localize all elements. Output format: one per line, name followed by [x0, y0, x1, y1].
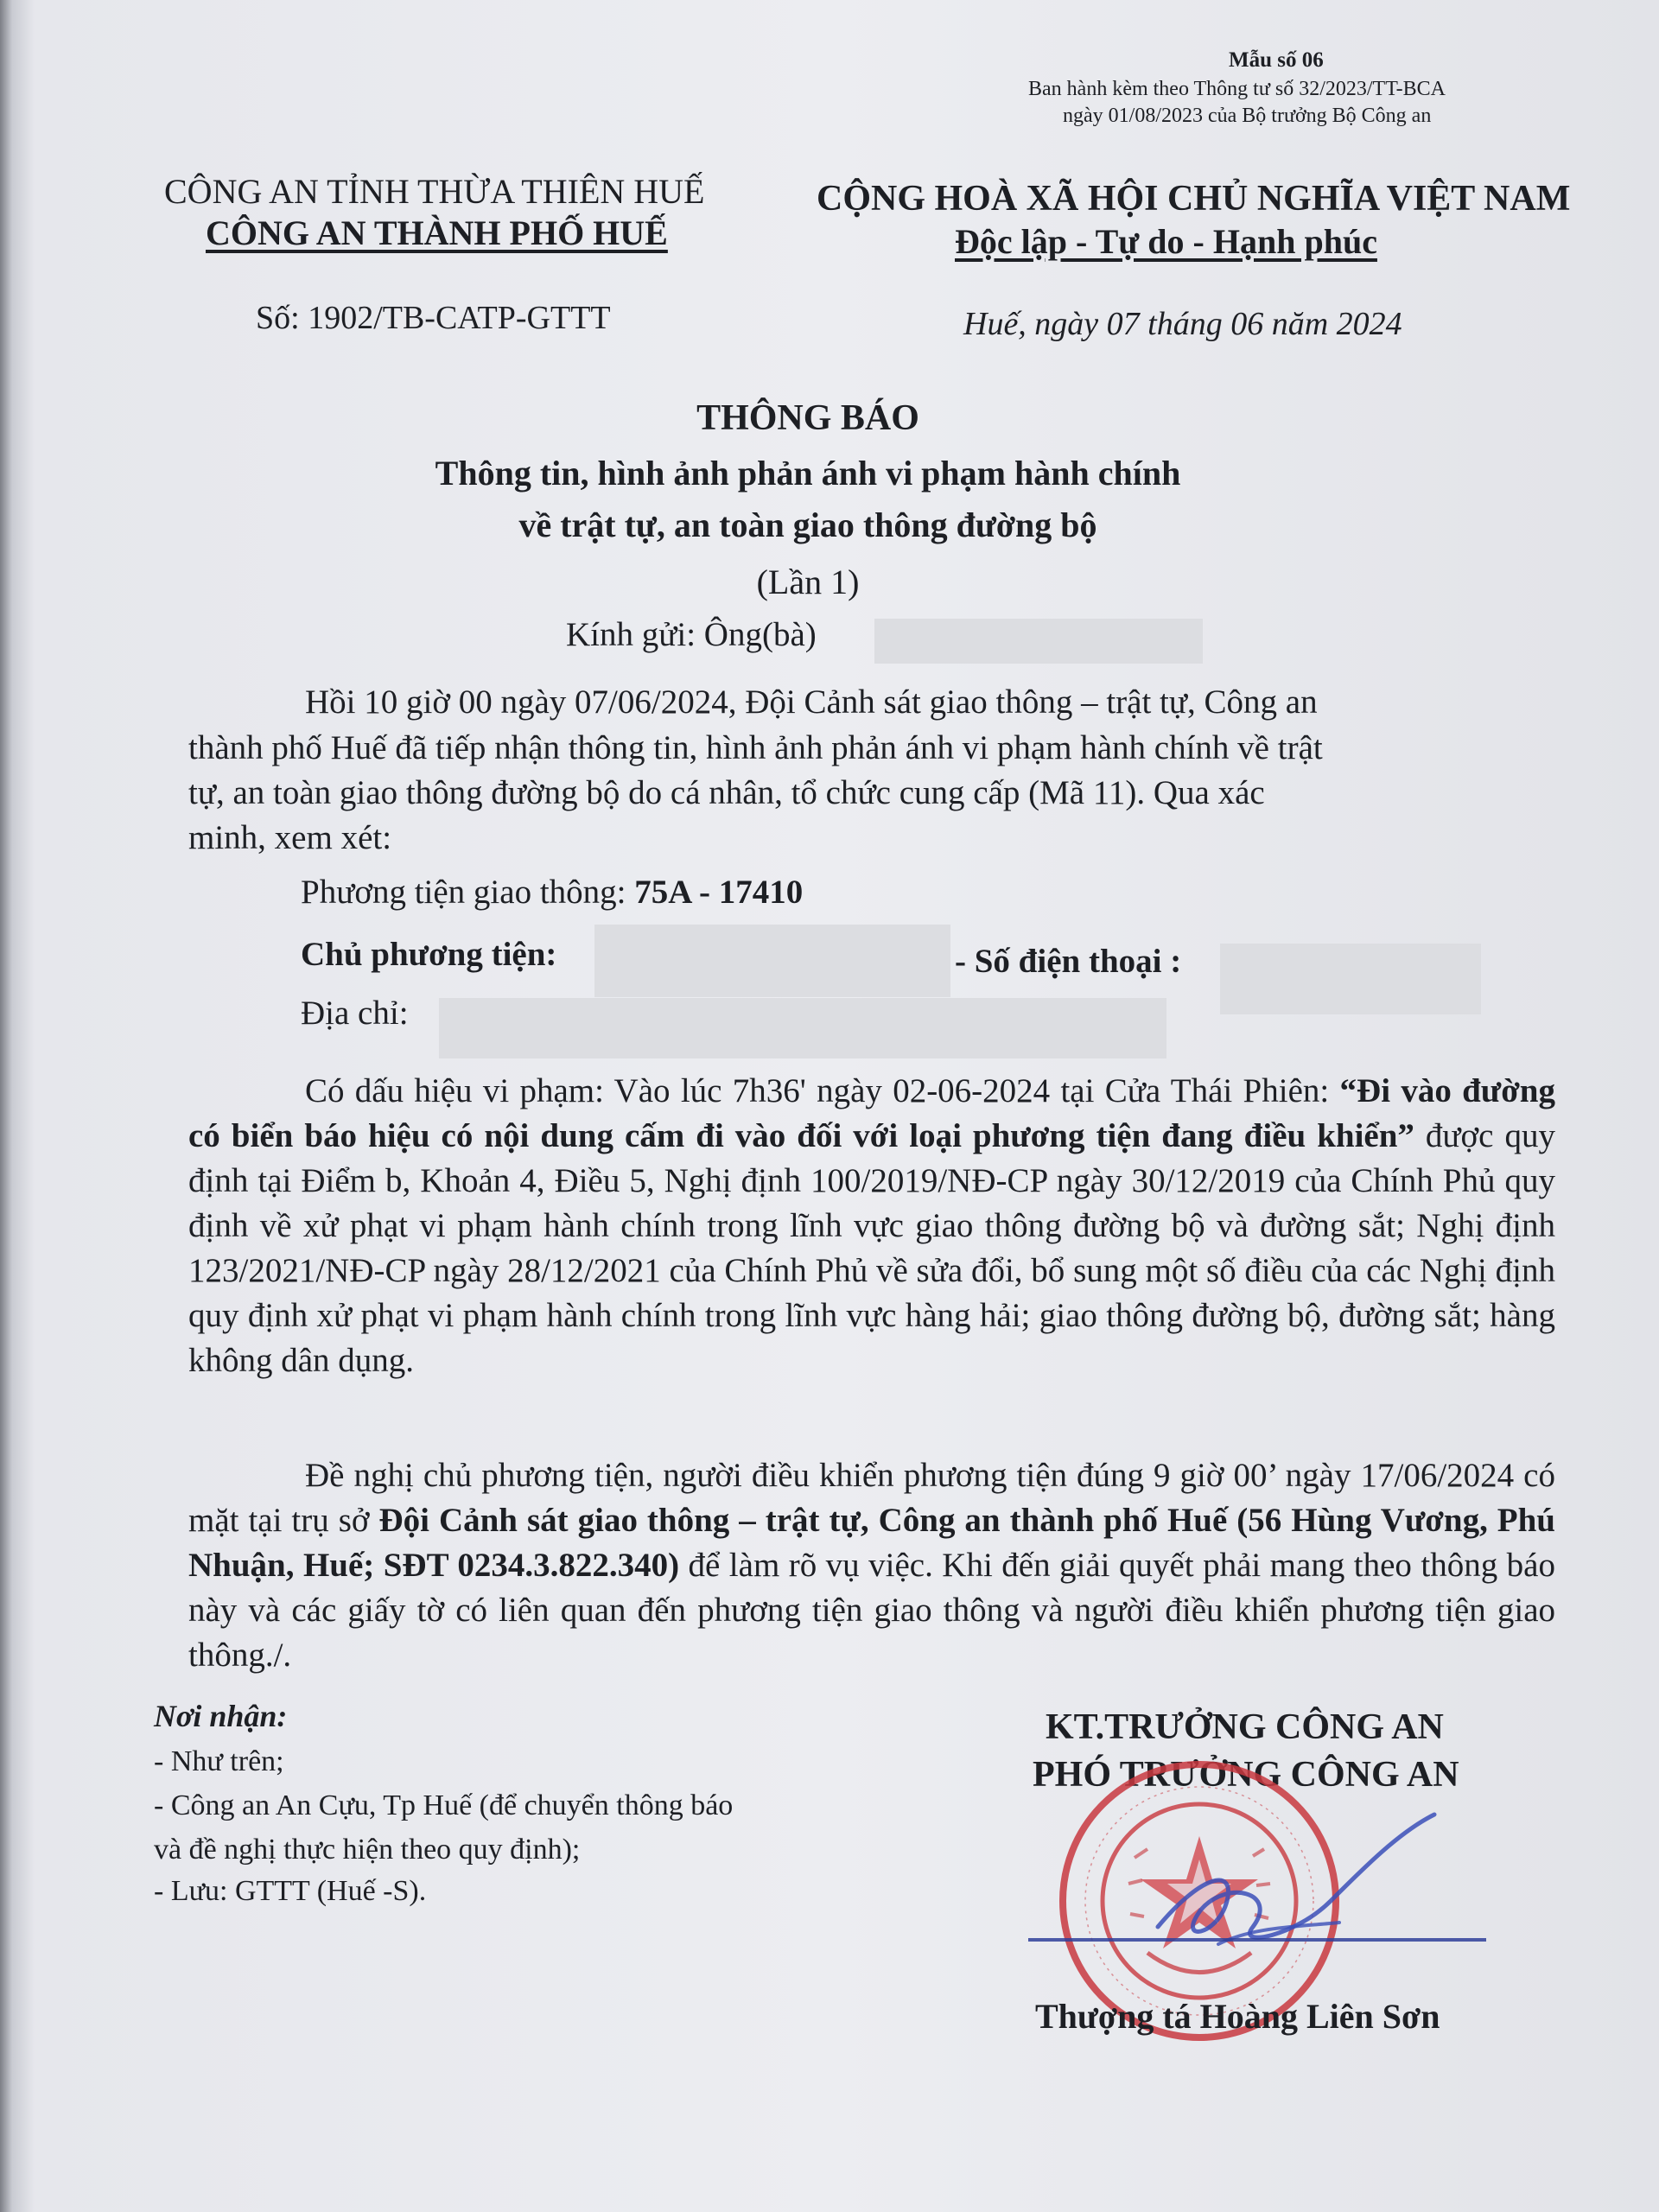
vehicle-row: [301, 873, 803, 912]
owner-label: Chủ phương tiện:: [301, 936, 557, 973]
sign-authority-line1: KT.TRƯỞNG CÔNG AN: [1046, 1707, 1444, 1747]
para1-line3: tự, an toàn giao thông đường bộ do cá nhân, tổ chức cung cấp (Mã 11). Qua xác: [188, 774, 1265, 811]
notice-count: (Lần 1): [756, 563, 860, 601]
violation-intro: Có dấu hiệu vi phạm: Vào lúc 7h36' ngày 02-06-2024 tại Cửa Thái Phiên:: [305, 1072, 1330, 1109]
redacted-name: [874, 619, 1203, 664]
recipients-heading: Nơi nhận:: [154, 1699, 288, 1733]
agency-name: CÔNG AN THÀNH PHỐ HUẾ: [206, 213, 668, 252]
handwritten-signature-icon: [1123, 1797, 1452, 2005]
violation-legal-basis: được quy định tại Điểm b, Khoản 4, Điều 5, Nghị định 100/2019/NĐ-CP ngày 30/12/2019 của Chính Phủ quy định về xử phạt vi phạm hành chính trong lĩnh vực giao thông đường bộ và đường sắt; Nghị định 123/2021/NĐ-CP ngày 28/12/2021 của Chính Phủ về sửa đổi, bổ sung một số điều của các Nghị định quy định xử phạt vi phạm hành chính trong lĩnh vực hàng hải; giao thông đường bộ, đường sắt; hàng không dân dụng.: [188, 1117, 1555, 1379]
violation-paragraph: [188, 1069, 1555, 1383]
nation-title: CỘNG HOÀ XÃ HỘI CHỦ NGHĨA VIỆT NAM: [817, 179, 1571, 219]
request-part1: Đề nghị chủ phương tiện, người điều khiển phương tiện đúng 9 giờ 00’ ngày 17/06/2024 có mặt tại trụ sở: [188, 1457, 1555, 1539]
phone-label: - Số điện thoại :: [955, 943, 1182, 980]
request-location: Đội Cảnh sát giao thông – trật tự, Công an thành phố Huế (56 Hùng Vương, Phú Nhuận, Huế; SĐT 0234.3.822.340): [188, 1502, 1555, 1584]
redacted-address: [439, 998, 1166, 1058]
vehicle-plate: 75A - 17410: [634, 874, 804, 911]
page-title: THÔNG BÁO: [696, 398, 919, 438]
form-note-line2: ngày 01/08/2023 của Bộ trưởng Bộ Công an: [1063, 105, 1432, 127]
request-part2: để làm rõ vụ việc. Khi đến giải quyết phải mang theo thông báo này và các giấy tờ có liên quan đến phương tiện giao thông và người điều khiển phương tiện giao thông./.: [188, 1547, 1555, 1674]
recipient-item: và đề nghị thực hiện theo quy định);: [154, 1834, 581, 1866]
motto: Độc lập - Tự do - Hạnh phúc: [955, 222, 1377, 261]
subtitle-line1: Thông tin, hình ảnh phản ánh vi phạm hành chính: [435, 454, 1181, 493]
redacted-phone: [1220, 944, 1481, 1014]
recipient-item: - Công an An Cựu, Tp Huế (để chuyển thông báo: [154, 1789, 734, 1821]
para1-line1: Hồi 10 giờ 00 ngày 07/06/2024, Đội Cảnh sát giao thông – trật tự, Công an: [305, 683, 1318, 721]
document-number: Số: 1902/TB-CATP-GTTT: [256, 300, 611, 336]
agency-parent: CÔNG AN TỈNH THỪA THIÊN HUẾ: [164, 172, 705, 211]
addressee-label: Kính gửi: Ông(bà): [566, 616, 817, 653]
redacted-owner: [594, 925, 950, 997]
signature-underline: [1028, 1938, 1486, 1942]
signer-name: Thượng tá Hoàng Liên Sơn: [1035, 1997, 1440, 2036]
para1-line4: minh, xem xét:: [188, 819, 392, 856]
sign-authority-line2: PHÓ TRƯỞNG CÔNG AN: [1033, 1755, 1459, 1795]
address-label: Địa chỉ:: [301, 995, 409, 1032]
vehicle-label: Phương tiện giao thông:: [301, 874, 635, 911]
subtitle-line2: về trật tự, an toàn giao thông đường bộ: [518, 505, 1097, 544]
request-paragraph: [188, 1453, 1555, 1678]
form-number: Mẫu số 06: [1229, 48, 1324, 72]
form-note-line1: Ban hành kèm theo Thông tư số 32/2023/TT-BCA: [1028, 78, 1446, 100]
issue-date: Huế, ngày 07 tháng 06 năm 2024: [963, 306, 1402, 342]
recipient-item: - Như trên;: [154, 1745, 284, 1777]
recipient-item: - Lưu: GTTT (Huế -S).: [154, 1875, 427, 1907]
violation-description: “Đi vào đường có biển báo hiệu có nội dung cấm đi vào đối với loại phương tiện đang điều khiển”: [188, 1072, 1555, 1154]
para1-line2: thành phố Huế đã tiếp nhận thông tin, hình ảnh phản ánh vi phạm hành chính về trật: [188, 729, 1323, 766]
